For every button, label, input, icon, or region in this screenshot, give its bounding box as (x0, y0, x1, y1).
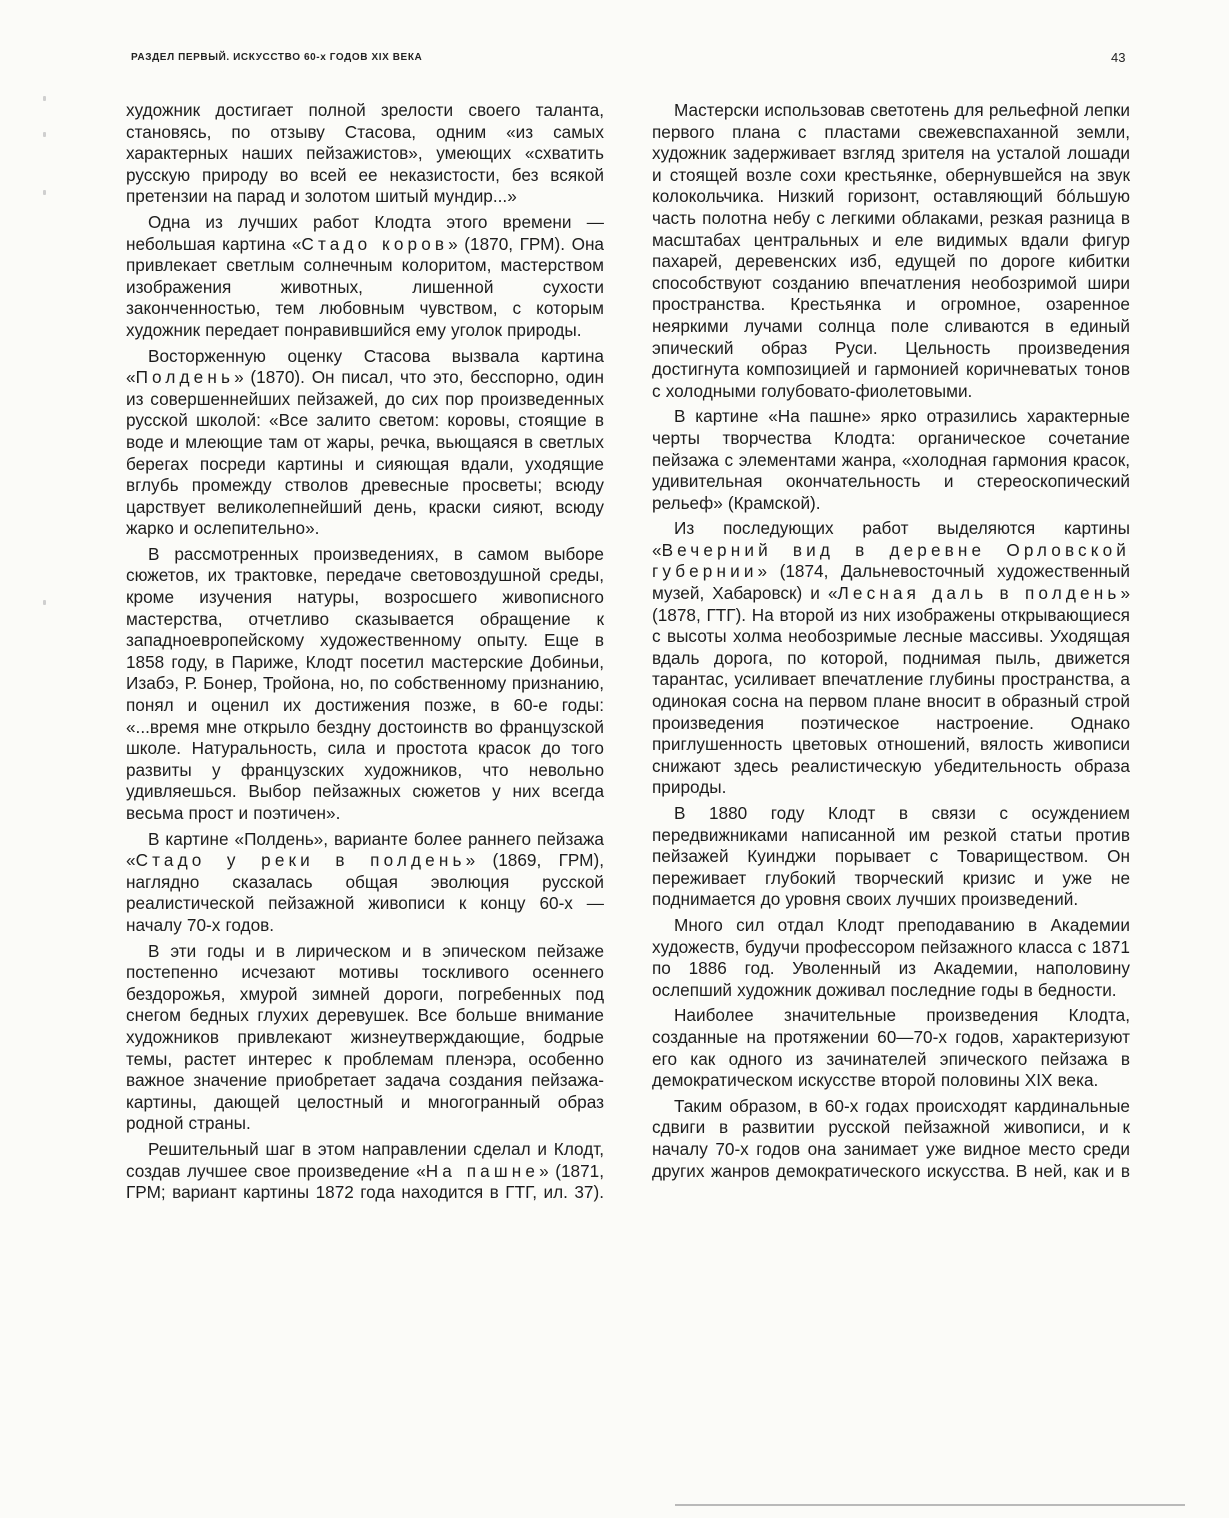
artwork-title: На пашне (425, 1160, 540, 1181)
paragraph: Много сил отдал Клодт преподаванию в Академии художеств, будучи профессором пейзажного класса с 1871 по 1886 год. Уволенный из Академии, наполовину ослепший художник доживал последние годы в бедности. (652, 914, 1130, 1000)
paragraph: Таким образом, в 60-х годах происходят кардинальные сдвиги в развитии русской пейзажной живописи, и к началу 70-х годов она занимает уже видное место среди других жанров демократического искусства. В ней, как и в (652, 1095, 1130, 1181)
paragraph: Решительный шаг в этом направлении сделал и Клодт, создав лучшее свое произведение «На пашне» (1871, ГРМ; вариант картины 1872 года находится в ГТГ, ил. 37). (126, 1138, 604, 1203)
margin-mark (43, 190, 46, 195)
paragraph: Из последующих работ выделяются картины «Вечерний вид в деревне Орловской губернии» (1874, Дальневосточный художественный музей, Хабаровск) и «Лесная даль в полдень» (1878, ГТГ). На второй из них изображены открывающиеся с высоты холма необозримые лесные массивы. Уходящая вдаль дорога, по которой, поднимая пыль, движется тарантас, усиливает впечатление глубины пространства, а одинокая сосна на первом плане вносит в образный строй произведения поэтическое настроение. Однако приглушенность цветовых отношений, вялость живописи снижают здесь реалистическую убедительность образа природы. (652, 518, 1131, 798)
artwork-title: Стадо у реки в полдень (135, 850, 466, 871)
bottom-rule (675, 1504, 1185, 1506)
paragraph: В рассмотренных произведениях, в самом выборе сюжетов, их трактовке, передаче световоздушной среды, кроме изучения натуры, возросшего живописного мастерства, отчетливо сказывается обращение к западноевропейскому художественному опыту. Еще в 1858 году, в Париже, Клодт посетил мастерские Добиньи, Изабэ, Р. Бонер, Тройона, но, по собственному признанию, понял и оценил их достижения позже, в 60-е годы: «...время мне открыло бездну достоинств во французской школе. Натуральность, сила и простота красок до того развиты у французских художников, что невольно удивляешься. Выбор пейзажных сюжетов у них всегда весьма прост и поэтичен». (126, 543, 604, 823)
paragraph: В 1880 году Клодт в связи с осуждением передвижниками написанной им резкой статьи против пейзажей Куинджи порывает с Товариществом. Он переживает глубокий творческий кризис и уже не поднимается до уровня своих лучших произведений. (652, 803, 1130, 910)
artwork-title: Лесная даль в полдень (837, 583, 1121, 604)
running-head: РАЗДЕЛ ПЕРВЫЙ. ИСКУССТВО 60-х ГОДОВ XIX ВЕКА (131, 52, 423, 63)
margin-mark (43, 600, 46, 605)
paragraph: В картине «Полдень», варианте более раннего пейзажа «Стадо у реки в полдень» (1869, ГРМ), наглядно сказалась общая эволюция русской реалистической пейзажной живописи к концу 60-х — началу 70-х годов. (126, 828, 604, 935)
paragraph: В картине «На пашне» ярко отразились характерные черты творчества Клодта: органическое сочетание пейзажа с элементами жанра, «холодная гармония красок, удивительная окончательность и стереоскопический рельеф» (Крамской). (652, 406, 1130, 513)
artwork-title: Стадо коров (301, 233, 449, 254)
page-number: 43 (1111, 50, 1126, 65)
left-column (126, 100, 604, 1208)
margin-mark (43, 96, 46, 101)
margin-mark (43, 132, 46, 137)
paragraph: Восторженную оценку Стасова вызвала картина «Полдень» (1870). Он писал, что это, бесспорно, один из совершеннейших пейзажей, до сих пор произведенных русской школой: «Все залито светом: коровы, стоящие в воде и млеющие там от жары, речка, вьющаяся в светлых берегах посреди картины и сияющая вдали, уходящие вглубь промежду стволов древесные просветы; всюду царствует великолепнейший день, краски сияют, всюду жарко и ослепительно». (126, 345, 604, 539)
paragraph: Одна из лучших работ Клодта этого времени — небольшая картина «Стадо коров» (1870, ГРМ). Она привлекает светлым солнечным колоритом, мастерством изображения животных, лишенной сухости законченностью, тем любовным чувством, с которым художник передает понравившийся ему уголок природы. (126, 211, 604, 340)
paragraph: Наиболее значительные произведения Клодта, созданные на протяжении 60—70-х годов, характеризуют его как одного из зачинателей эпического пейзажа в демократическом искусстве второй половины XIX века. (652, 1005, 1130, 1091)
artwork-title: Полдень (135, 367, 235, 388)
paragraph: Мастерски использовав светотень для рельефной лепки первого плана с пластами свежевспаханной земли, художник задерживает взгляд зрителя на усталой лошади и стоящей возле сохи крестьянке, обернувшейся на звук колокольчика. Низкий горизонт, оставляющий бóльшую часть полотна небу с легкими облаками, резкая разница в масштабах центральных и еле видимых вдали фигур пахарей, деревенских изб, едущей по дороге кибитки способствуют созданию впечатления необозримой шири пространства. Крестьянка и огромное, озаренное неяркими лучами солнца поле сливаются в единый эпический образ Руси. Цельность произведения достигнута композицией и гармонией коричневатых тонов с холодными голубовато-фиолетовыми. (652, 100, 1130, 401)
paragraph: В эти годы и в лирическом и в эпическом пейзаже постепенно исчезают мотивы тоскливого осеннего бездорожья, хмурой зимней дороги, погребенных под снегом бедных глухих деревушек. Все больше внимание художников привлекают жизнеутверждающие, бодрые темы, растет интерес к проблемам пленэра, особенно важное значение приобретает задача создания пейзажа-картины, дающей целостный и многогранный образ родной страны. (126, 940, 604, 1134)
paragraph: художник достигает полной зрелости своего таланта, становясь, по отзыву Стасова, одним «из самых характерных наших пейзажистов», умеющих «схватить русскую природу во всей ее неказистости, без всякой претензии на парад и золотом шитый мундир...» (126, 100, 604, 207)
artwork-title: Вечерний вид в деревне Орловской губернии (652, 539, 1130, 582)
right-column (652, 100, 1130, 1186)
